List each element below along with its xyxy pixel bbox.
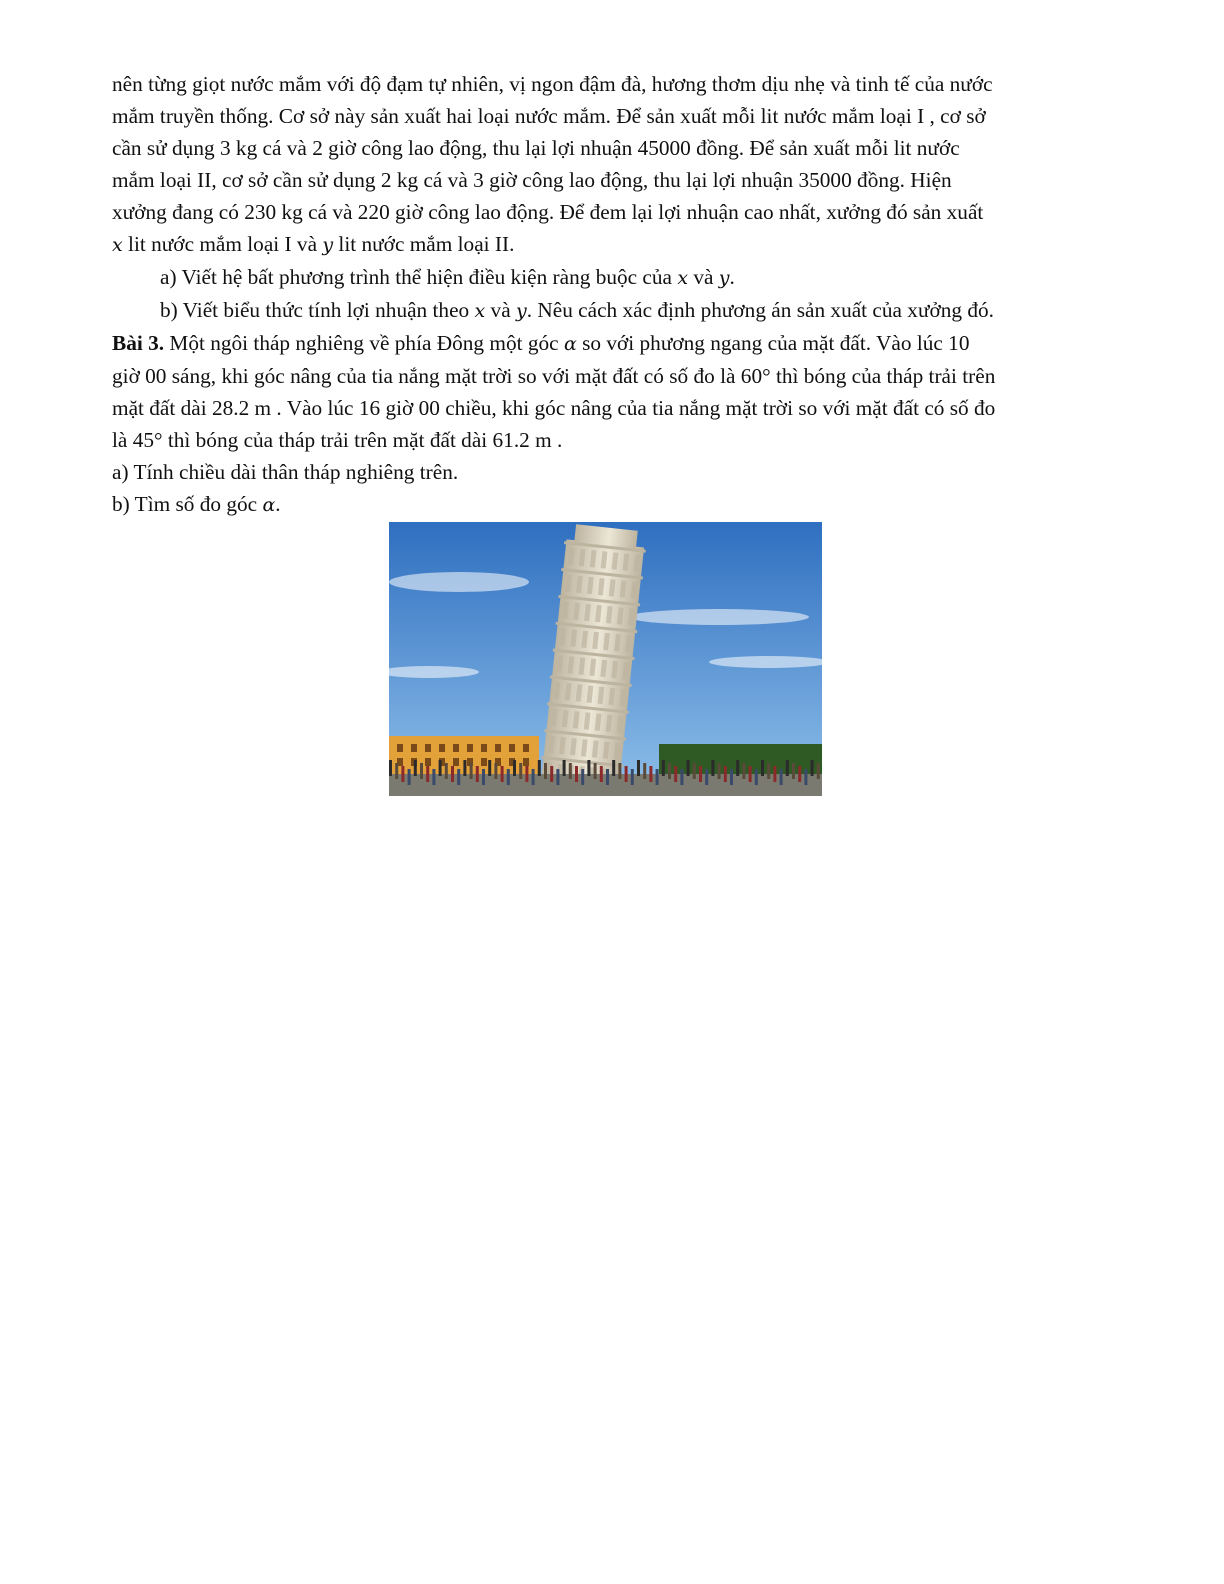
- text-fragment: và: [688, 265, 719, 289]
- problem-2-part-b: [112, 294, 1112, 327]
- text-fragment: thì bóng của tháp trải trên mặt đất dài 61.2 m .: [162, 428, 563, 452]
- problem-2-line: xưởng đang có 230 kg cá và 220 giờ công lao động. Để đem lại lợi nhuận cao nhất, xưởng đó sản xuất: [112, 200, 984, 224]
- problem-2-line: mắm truyền thống. Cơ sở này sản xuất hai loại nước mắm. Để sản xuất mỗi lit nước mắm loại I , cơ sở: [112, 104, 986, 128]
- problem-3-paragraph: [112, 327, 1112, 521]
- text-fragment: . Nêu cách xác định phương án sản xuất của xưởng đó.: [526, 298, 994, 322]
- problem-3-line: mặt đất dài 28.2 m . Vào lúc 16 giờ 00 chiều, khi góc nâng của tia nắng mặt trời so với mặt đất có số đo: [112, 396, 996, 420]
- problem-3-line: [112, 327, 1112, 360]
- problem-3-line: [112, 424, 1112, 456]
- problem-2-line: nên từng giọt nước mắm với độ đạm tự nhiên, vị ngon đậm đà, hương thơm dịu nhẹ và tinh tế của nước: [112, 72, 993, 96]
- problem-2-line: mắm loại II, cơ sở cần sử dụng 2 kg cá và 3 giờ công lao động, thu lại lợi nhuận 35000 đồng. Hiện: [112, 168, 952, 192]
- text-fragment: Một ngôi tháp nghiêng về phía Đông một góc: [164, 331, 564, 355]
- text-fragment: thì bóng của tháp trải trên: [770, 364, 996, 388]
- text-fragment: b) Tìm số đo góc: [112, 492, 263, 516]
- text-fragment: lit nước mắm loại II.: [333, 232, 515, 256]
- text-fragment: giờ 00 sáng, khi góc nâng của tia nắng mặt trời so với mặt đất có số đo là: [112, 364, 741, 388]
- var-y: y: [515, 300, 527, 322]
- angle-value: 60°: [740, 364, 771, 388]
- problem-2-part-a: [112, 261, 1112, 294]
- problem-2-line-last: [112, 228, 1112, 261]
- var-y: y: [322, 234, 334, 256]
- problem-3-part-b: [112, 488, 1112, 521]
- problem-3-part-a: a) Tính chiều dài thân tháp nghiêng trên.: [112, 460, 459, 484]
- text-fragment: lit nước mắm loại I và: [122, 232, 323, 256]
- leaning-tower-photo: [389, 522, 822, 796]
- var-alpha: α: [563, 333, 577, 355]
- var-x: x: [112, 234, 123, 256]
- problem-2-paragraph: [112, 68, 1112, 327]
- leaning-tower-illustration: [389, 522, 822, 796]
- problem-3-line: [112, 360, 1112, 392]
- var-x: x: [474, 300, 486, 322]
- text-fragment: so với phương ngang của mặt đất. Vào lúc 10: [576, 331, 970, 355]
- text-fragment: và: [485, 298, 516, 322]
- var-alpha: α: [262, 494, 276, 516]
- text-fragment: a) Viết hệ bất phương trình thể hiện điều kiện ràng buộc của: [160, 265, 678, 289]
- problem-3-label: Bài 3.: [112, 331, 165, 355]
- var-y: y: [718, 267, 730, 289]
- var-x: x: [677, 267, 689, 289]
- angle-value: 45°: [132, 428, 163, 452]
- text-fragment: .: [275, 492, 281, 516]
- text-fragment: .: [729, 265, 735, 289]
- problem-2-line: cần sử dụng 3 kg cá và 2 giờ công lao động, thu lại lợi nhuận 45000 đồng. Để sản xuất mỗi lit nước: [112, 136, 960, 160]
- text-fragment: b) Viết biểu thức tính lợi nhuận theo: [160, 298, 475, 322]
- text-fragment: là: [112, 428, 133, 452]
- document-body: [112, 68, 1112, 521]
